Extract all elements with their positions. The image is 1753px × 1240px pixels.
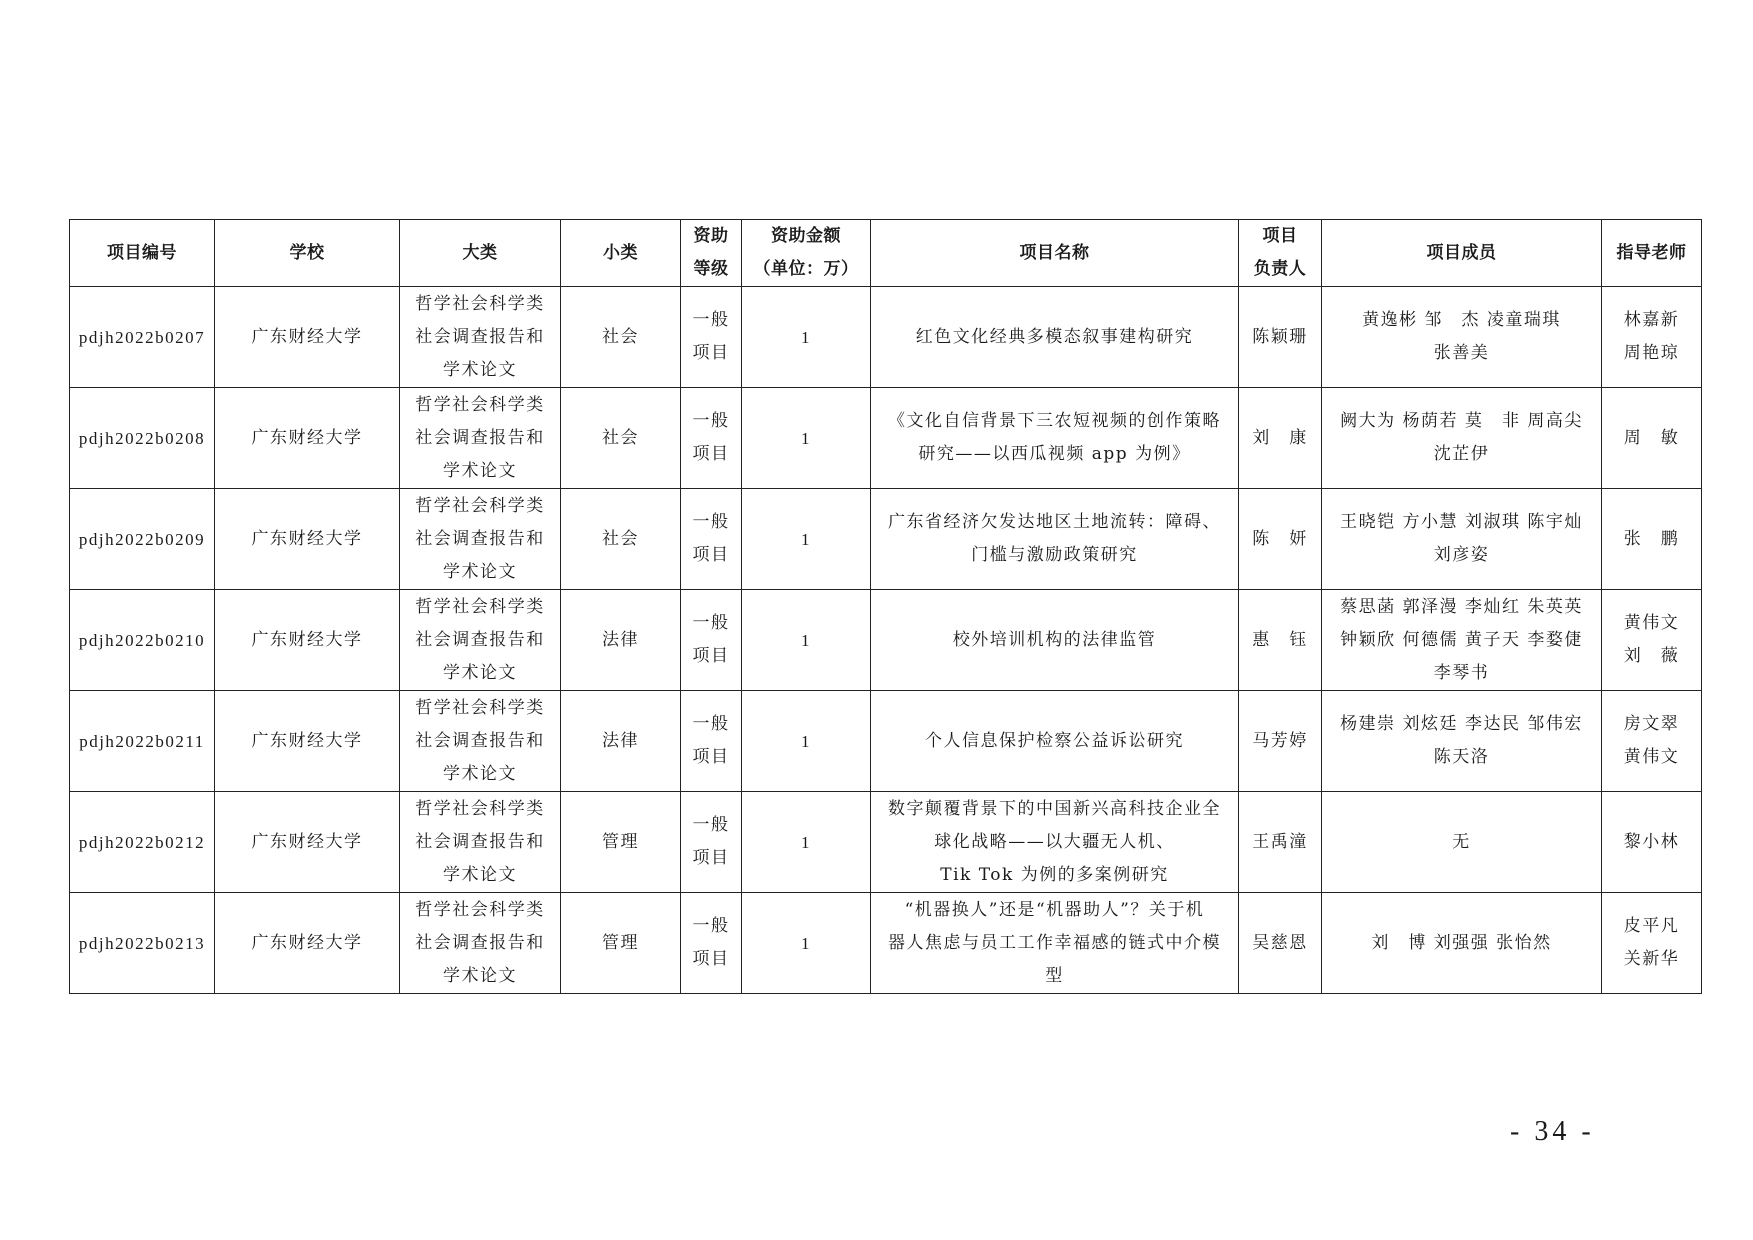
cell-members-line: 张善美 — [1433, 343, 1490, 363]
cell-category-line: 社会调查报告和 — [415, 629, 545, 650]
header-leader-line: 负责人 — [1253, 259, 1307, 279]
cell-school: 广东财经大学 — [215, 893, 400, 994]
cell-school: 广东财经大学 — [215, 792, 400, 893]
cell-members-line: 沈芷伊 — [1433, 444, 1490, 464]
cell-members — [1322, 287, 1602, 388]
cell-project-name-line: 校外培训机构的法律监管 — [952, 629, 1157, 650]
header-project-id: 项目编号 — [70, 220, 215, 287]
header-category: 大类 — [400, 220, 561, 287]
cell-advisor-line: 周 敏 — [1623, 427, 1680, 448]
cell-project-name-line: 广东省经济欠发达地区土地流转：障碍、 — [888, 512, 1221, 532]
cell-members-line: 无 — [1452, 831, 1471, 852]
cell-category — [400, 590, 561, 691]
cell-level-line: 一般 — [692, 411, 730, 431]
header-amount — [742, 220, 871, 287]
cell-category — [400, 489, 561, 590]
table-row — [70, 287, 1702, 388]
header-level — [681, 220, 742, 287]
cell-category-line: 社会调查报告和 — [415, 326, 545, 347]
cell-subcategory: 管理 — [561, 792, 681, 893]
cell-category-line: 学术论文 — [443, 965, 517, 986]
table-row — [70, 893, 1702, 994]
header-subcategory: 小类 — [561, 220, 681, 287]
table-row — [70, 691, 1702, 792]
cell-project-name — [871, 691, 1239, 792]
cell-members-line: 刘 博 刘强强 张怡然 — [1371, 932, 1552, 953]
page-number: - 34 - — [1510, 1116, 1595, 1147]
header-amount-line: 资助金额 — [771, 226, 841, 246]
cell-project-name — [871, 287, 1239, 388]
cell-subcategory: 社会 — [561, 388, 681, 489]
cell-amount: 1 — [742, 590, 871, 691]
cell-amount: 1 — [742, 792, 871, 893]
cell-project-name-line: “机器换人”还是“机器助人”？关于机 — [904, 899, 1205, 920]
cell-project-id: pdjh2022b0211 — [70, 691, 215, 792]
header-level-line: 等级 — [693, 259, 729, 279]
cell-category-line: 哲学社会科学类 — [415, 495, 545, 516]
cell-advisor — [1602, 388, 1702, 489]
cell-category-line: 学术论文 — [443, 662, 517, 683]
cell-members-line: 钟颖欣 何德儒 黄子天 李婺倢 — [1340, 629, 1583, 650]
cell-project-name-line: 研究——以西瓜视频 app 为例》 — [918, 444, 1191, 464]
project-table — [69, 219, 1702, 994]
cell-category-line: 学术论文 — [443, 460, 517, 481]
cell-subcategory: 法律 — [561, 691, 681, 792]
cell-subcategory: 管理 — [561, 893, 681, 994]
cell-level-line: 一般 — [692, 512, 730, 532]
cell-level — [681, 287, 742, 388]
cell-category-line: 社会调查报告和 — [415, 932, 545, 953]
cell-subcategory: 法律 — [561, 590, 681, 691]
cell-advisor — [1602, 489, 1702, 590]
cell-leader: 马芳婷 — [1239, 691, 1322, 792]
cell-amount: 1 — [742, 388, 871, 489]
cell-members-line: 刘彦姿 — [1433, 545, 1490, 565]
cell-project-name-line: 门槛与激励政策研究 — [971, 545, 1138, 565]
cell-advisor-line: 关新华 — [1623, 949, 1680, 969]
cell-advisor-line: 林嘉新 — [1623, 310, 1680, 330]
table-row — [70, 388, 1702, 489]
cell-amount: 1 — [742, 489, 871, 590]
cell-level-line: 项目 — [692, 343, 730, 363]
cell-category — [400, 792, 561, 893]
table-row — [70, 489, 1702, 590]
cell-project-id: pdjh2022b0207 — [70, 287, 215, 388]
cell-advisor — [1602, 287, 1702, 388]
cell-advisor-line: 皮平凡 — [1623, 916, 1680, 936]
cell-leader: 刘 康 — [1239, 388, 1322, 489]
cell-level-line: 一般 — [692, 815, 730, 835]
cell-leader: 王禹潼 — [1239, 792, 1322, 893]
cell-project-id: pdjh2022b0213 — [70, 893, 215, 994]
cell-level-line: 项目 — [692, 545, 730, 565]
cell-level-line: 项目 — [692, 747, 730, 767]
table-row — [70, 792, 1702, 893]
cell-category-line: 社会调查报告和 — [415, 427, 545, 448]
cell-level — [681, 691, 742, 792]
cell-category-line: 学术论文 — [443, 763, 517, 784]
cell-members-line: 黄逸彬 邹 杰 凌童瑞琪 — [1362, 310, 1561, 330]
cell-category — [400, 287, 561, 388]
cell-category-line: 哲学社会科学类 — [415, 798, 545, 819]
cell-advisor — [1602, 893, 1702, 994]
cell-members-line: 陈天洛 — [1433, 747, 1490, 767]
cell-amount: 1 — [742, 893, 871, 994]
cell-project-name-line: Tik Tok 为例的多案例研究 — [940, 864, 1169, 885]
cell-project-id: pdjh2022b0210 — [70, 590, 215, 691]
cell-category-line: 社会调查报告和 — [415, 528, 545, 549]
cell-members-line: 杨建崇 刘炫廷 李达民 邹伟宏 — [1340, 714, 1583, 734]
header-amount-line: （单位：万） — [753, 259, 859, 279]
header-leader — [1239, 220, 1322, 287]
cell-project-name-line: 个人信息保护检察公益诉讼研究 — [925, 730, 1184, 751]
cell-leader: 陈颖珊 — [1239, 287, 1322, 388]
cell-members — [1322, 792, 1602, 893]
cell-members — [1322, 691, 1602, 792]
cell-level-line: 项目 — [692, 646, 730, 666]
cell-project-name-line: 球化战略——以大疆无人机、 — [934, 831, 1175, 852]
cell-leader: 陈 妍 — [1239, 489, 1322, 590]
cell-advisor-line: 周艳琼 — [1623, 343, 1680, 363]
cell-subcategory: 社会 — [561, 287, 681, 388]
table-header-row — [70, 220, 1702, 287]
table-row — [70, 590, 1702, 691]
cell-category-line: 哲学社会科学类 — [415, 697, 545, 718]
cell-project-name-line: 型 — [1045, 965, 1064, 986]
cell-leader: 吴慈恩 — [1239, 893, 1322, 994]
cell-members — [1322, 388, 1602, 489]
cell-level — [681, 792, 742, 893]
cell-level — [681, 388, 742, 489]
cell-members-line: 阙大为 杨荫若 莫 非 周高尖 — [1340, 411, 1583, 431]
cell-school: 广东财经大学 — [215, 590, 400, 691]
header-school: 学校 — [215, 220, 400, 287]
cell-level-line: 项目 — [692, 848, 730, 868]
cell-advisor — [1602, 792, 1702, 893]
cell-project-name — [871, 893, 1239, 994]
cell-project-id: pdjh2022b0208 — [70, 388, 215, 489]
cell-members-line: 李琴书 — [1433, 662, 1490, 683]
cell-level-line: 一般 — [692, 613, 730, 633]
cell-project-name — [871, 590, 1239, 691]
cell-advisor-line: 黄伟文 — [1623, 613, 1680, 633]
cell-advisor-line: 刘 薇 — [1623, 646, 1680, 666]
header-project-name: 项目名称 — [871, 220, 1239, 287]
cell-advisor-line: 房文翠 — [1623, 714, 1680, 734]
cell-school: 广东财经大学 — [215, 287, 400, 388]
header-level-line: 资助 — [693, 226, 729, 246]
cell-subcategory: 社会 — [561, 489, 681, 590]
cell-project-name-line: 红色文化经典多模态叙事建构研究 — [915, 326, 1194, 347]
cell-advisor — [1602, 590, 1702, 691]
cell-level — [681, 489, 742, 590]
cell-level — [681, 893, 742, 994]
cell-members-line: 王晓铠 方小慧 刘淑琪 陈宇灿 — [1340, 512, 1583, 532]
cell-project-name-line: 《文化自信背景下三农短视频的创作策略 — [888, 411, 1221, 431]
cell-project-name — [871, 792, 1239, 893]
cell-level-line: 一般 — [692, 310, 730, 330]
cell-advisor-line: 黄伟文 — [1623, 747, 1680, 767]
cell-project-id: pdjh2022b0212 — [70, 792, 215, 893]
cell-level-line: 一般 — [692, 714, 730, 734]
cell-category — [400, 691, 561, 792]
cell-category-line: 哲学社会科学类 — [415, 899, 545, 920]
cell-category — [400, 893, 561, 994]
header-advisor: 指导老师 — [1602, 220, 1702, 287]
cell-category-line: 学术论文 — [443, 561, 517, 582]
cell-advisor — [1602, 691, 1702, 792]
cell-school: 广东财经大学 — [215, 388, 400, 489]
cell-category-line: 社会调查报告和 — [415, 831, 545, 852]
cell-members — [1322, 590, 1602, 691]
cell-advisor-line: 黎小林 — [1623, 831, 1680, 852]
cell-category-line: 学术论文 — [443, 359, 517, 380]
cell-category-line: 哲学社会科学类 — [415, 596, 545, 617]
cell-school: 广东财经大学 — [215, 489, 400, 590]
cell-leader: 惠 钰 — [1239, 590, 1322, 691]
cell-members — [1322, 893, 1602, 994]
cell-category-line: 哲学社会科学类 — [415, 394, 545, 415]
cell-members-line: 蔡思菡 郭泽漫 李灿红 朱英英 — [1340, 596, 1583, 617]
cell-advisor-line: 张 鹏 — [1623, 528, 1680, 549]
cell-level-line: 一般 — [692, 916, 730, 936]
cell-project-name-line: 数字颠覆背景下的中国新兴高科技企业全 — [888, 798, 1221, 819]
cell-school: 广东财经大学 — [215, 691, 400, 792]
table-body — [70, 287, 1702, 994]
cell-level-line: 项目 — [692, 949, 730, 969]
cell-category-line: 学术论文 — [443, 864, 517, 885]
cell-amount: 1 — [742, 287, 871, 388]
cell-amount: 1 — [742, 691, 871, 792]
cell-category-line: 社会调查报告和 — [415, 730, 545, 751]
header-leader-line: 项目 — [1262, 226, 1298, 246]
cell-level-line: 项目 — [692, 444, 730, 464]
cell-level — [681, 590, 742, 691]
header-members: 项目成员 — [1322, 220, 1602, 287]
cell-members — [1322, 489, 1602, 590]
cell-project-name — [871, 489, 1239, 590]
cell-project-name-line: 器人焦虑与员工工作幸福感的链式中介模 — [888, 932, 1221, 953]
cell-category-line: 哲学社会科学类 — [415, 293, 545, 314]
cell-category — [400, 388, 561, 489]
cell-project-name — [871, 388, 1239, 489]
cell-project-id: pdjh2022b0209 — [70, 489, 215, 590]
